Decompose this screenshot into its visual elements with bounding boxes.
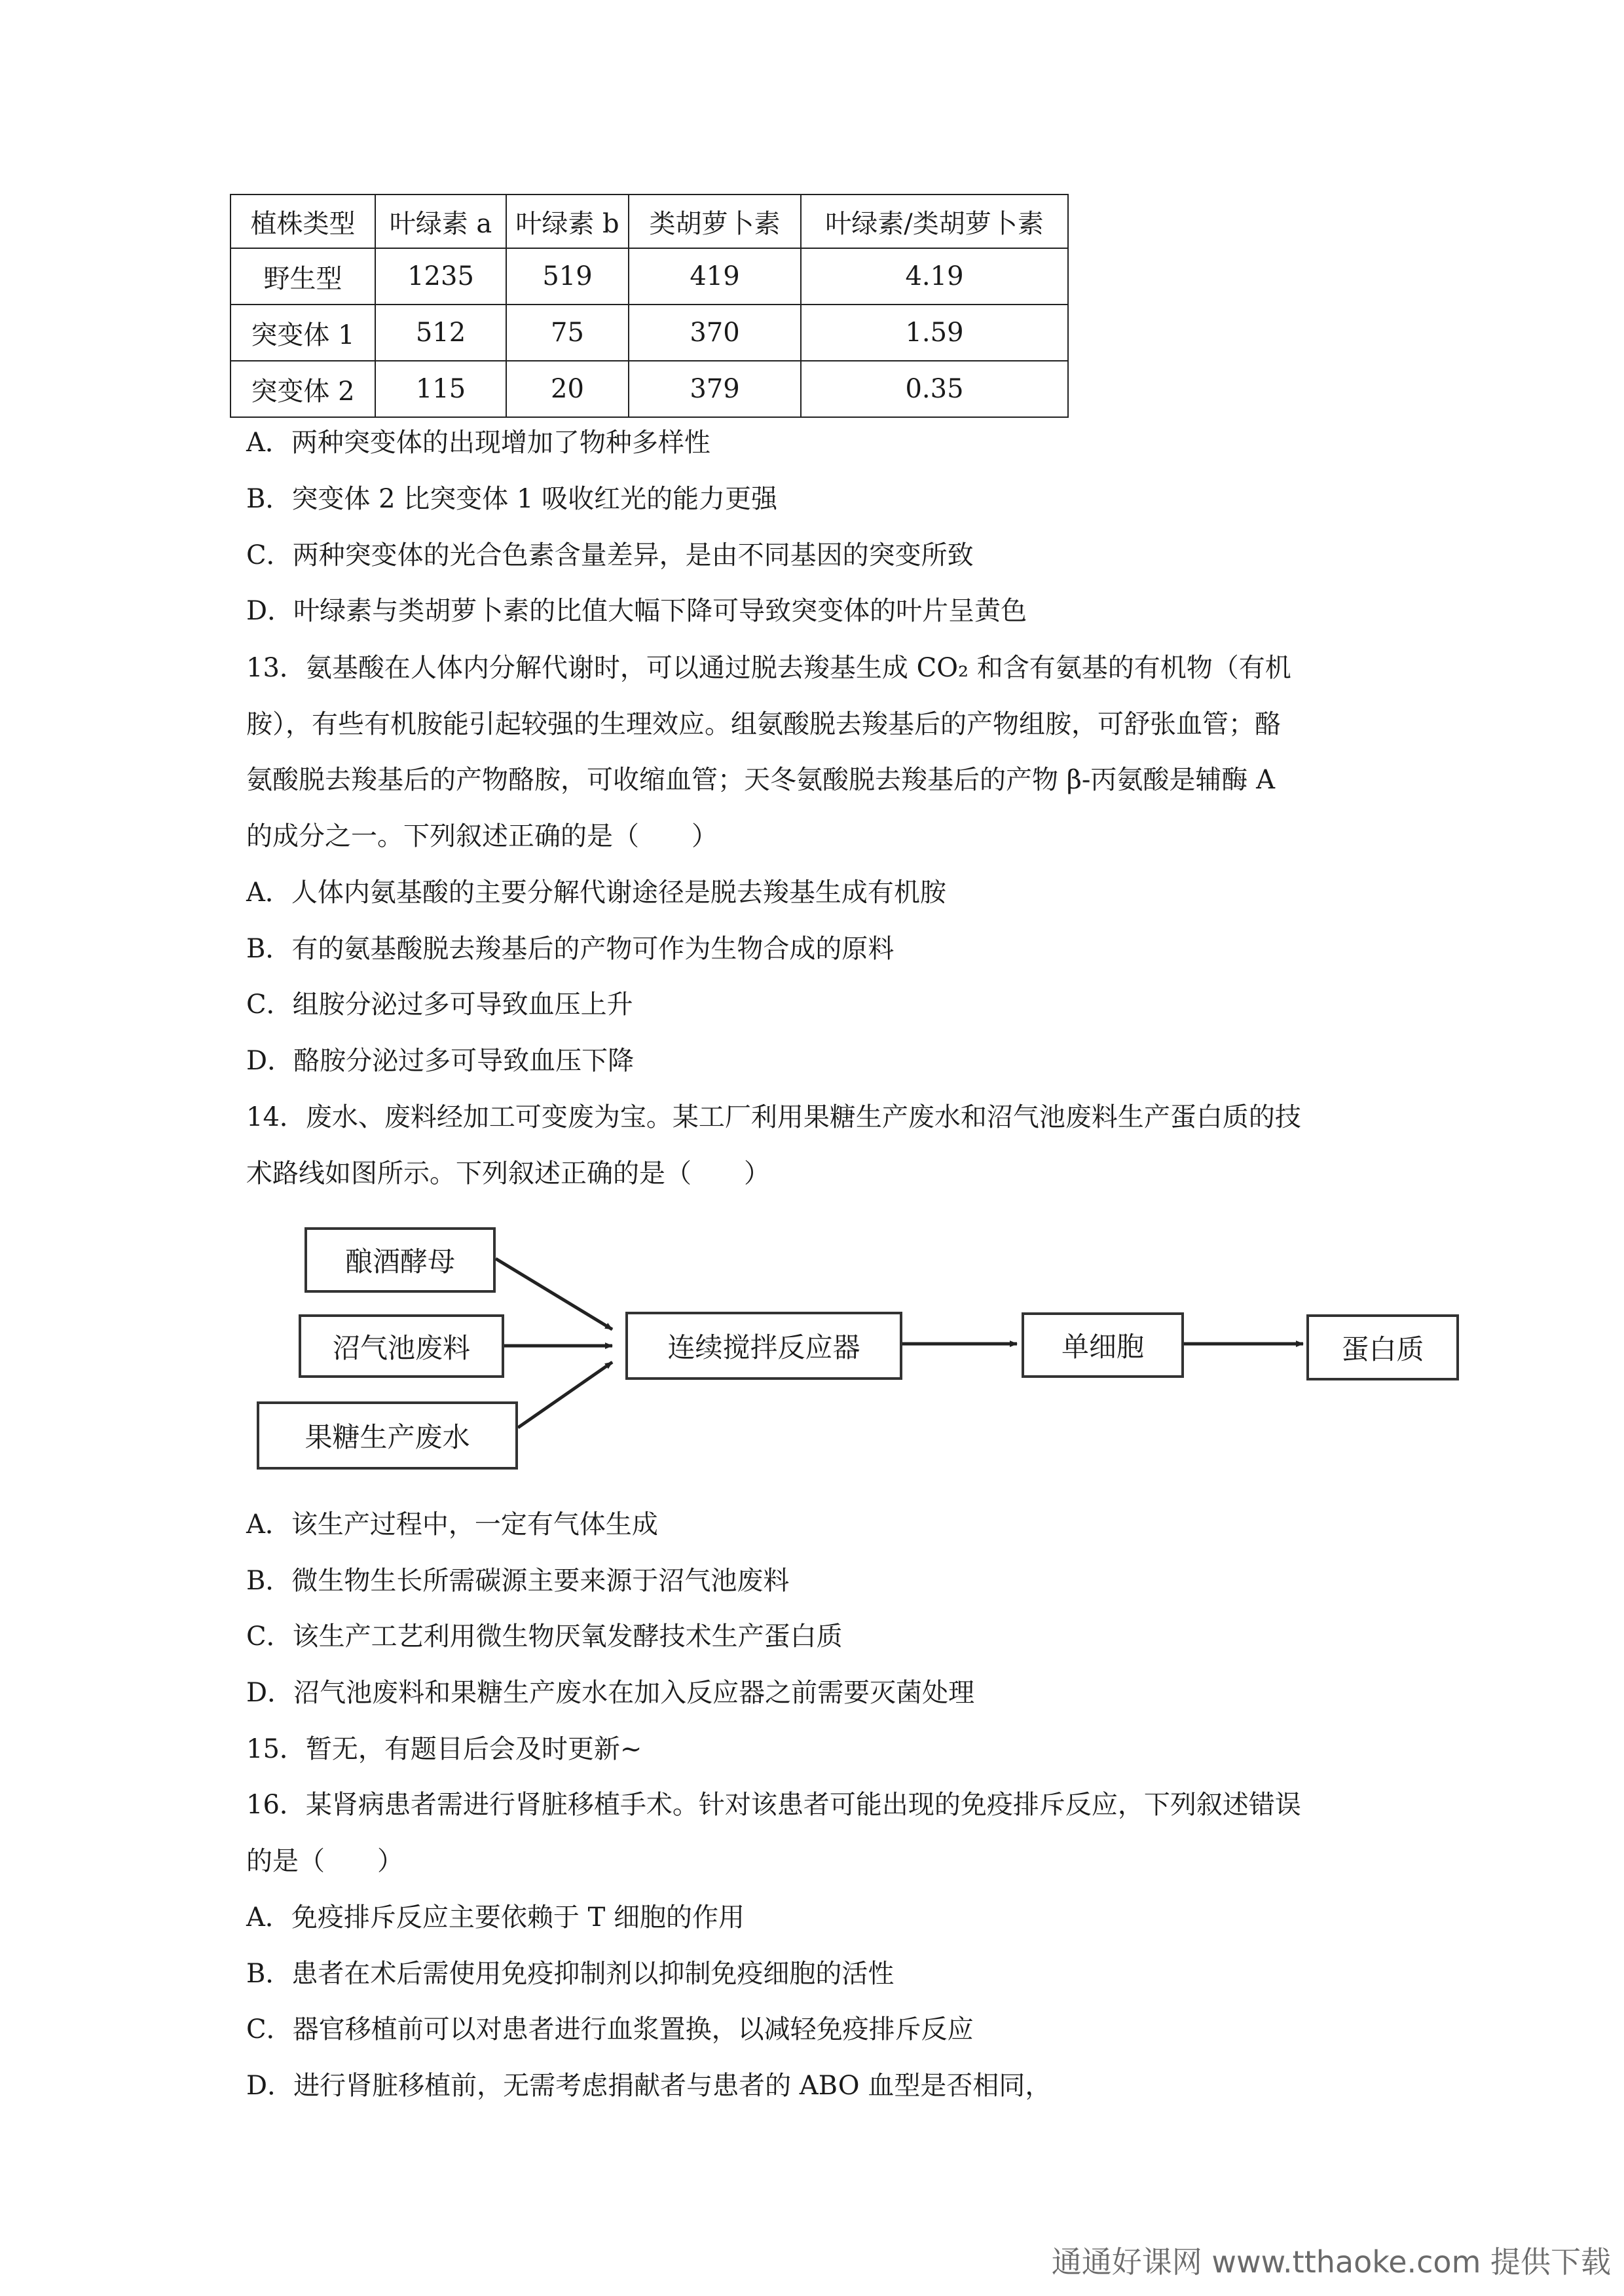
table-cell: 突变体 2 — [231, 361, 375, 417]
flow-input-fructose-wastewater: 果糖生产废水 — [257, 1401, 518, 1470]
q13-stem-line: 氨酸脱去羧基后的产物酪胺，可收缩血管；天冬氨酸脱去羧基后的产物 β-丙氨酸是辅酶 A — [246, 765, 1275, 795]
q16-option-c: C．器官移植前可以对患者进行血浆置换，以减轻免疫排斥反应 — [246, 2014, 974, 2045]
table-header-cell: 叶绿素 a — [375, 194, 506, 248]
q13-option-b: B．有的氨基酸脱去羧基后的产物可作为生物合成的原料 — [246, 934, 895, 964]
q14-stem-line: 术路线如图所示。下列叙述正确的是（ ） — [246, 1158, 770, 1189]
arrow-wastewater-to-reactor — [518, 1362, 612, 1428]
table-header-cell: 类胡萝卜素 — [629, 194, 801, 248]
table-cell: 115 — [375, 361, 506, 417]
table-cell: 370 — [629, 305, 801, 361]
flow-input-biogas-waste: 沼气池废料 — [299, 1314, 504, 1378]
q13-stem-line: 13．氨基酸在人体内分解代谢时，可以通过脱去羧基生成 CO₂ 和含有氨基的有机物（有机 — [246, 653, 1291, 683]
q16-option-d: D．进行肾脏移植前，无需考虑捐献者与患者的 ABO 血型是否相同， — [246, 2071, 1052, 2101]
q13-stem-line: 的成分之一。下列叙述正确的是（ ） — [246, 821, 718, 851]
table-cell: 1.59 — [801, 305, 1068, 361]
q16-stem-line: 16．某肾病患者需进行肾脏移植手术。针对该患者可能出现的免疫排斥反应，下列叙述错误 — [246, 1790, 1301, 1820]
q15-text: 15．暂无，有题目后会及时更新~ — [246, 1734, 642, 1764]
q14-option-a: A．该生产过程中，一定有气体生成 — [246, 1509, 658, 1540]
q12-option-b: B．突变体 2 比突变体 1 吸收红光的能力更强 — [246, 484, 778, 514]
table-cell: 75 — [506, 305, 629, 361]
flow-single-cell: 单细胞 — [1022, 1312, 1184, 1378]
table-header-cell: 叶绿素/类胡萝卜素 — [801, 194, 1068, 248]
table-cell: 1235 — [375, 248, 506, 305]
table-cell: 379 — [629, 361, 801, 417]
q12-option-c: C．两种突变体的光合色素含量差异，是由不同基因的突变所致 — [246, 540, 974, 570]
table-cell: 419 — [629, 248, 801, 305]
table-cell: 4.19 — [801, 248, 1068, 305]
table-cell: 野生型 — [231, 248, 375, 305]
q16-option-a: A．免疫排斥反应主要依赖于 T 细胞的作用 — [246, 1902, 745, 1933]
q14-option-c: C．该生产工艺利用微生物厌氧发酵技术生产蛋白质 — [246, 1621, 843, 1652]
flow-input-yeast: 酿酒酵母 — [304, 1227, 496, 1293]
table-header-cell: 叶绿素 b — [506, 194, 629, 248]
q16-stem-line: 的是（ ） — [246, 1846, 403, 1876]
q16-option-b: B．患者在术后需使用免疫抑制剂以抑制免疫细胞的活性 — [246, 1959, 895, 1989]
q14-option-d: D．沼气池废料和果糖生产废水在加入反应器之前需要灭菌处理 — [246, 1678, 975, 1708]
q13-option-a: A．人体内氨基酸的主要分解代谢途径是脱去羧基生成有机胺 — [246, 878, 946, 908]
arrow-yeast-to-reactor — [496, 1259, 612, 1329]
q13-option-d: D．酪胺分泌过多可导致血压下降 — [246, 1046, 635, 1076]
flow-reactor: 连续搅拌反应器 — [625, 1312, 902, 1380]
table-cell: 0.35 — [801, 361, 1068, 417]
q12-option-d: D．叶绿素与类胡萝卜素的比值大幅下降可导致突变体的叶片呈黄色 — [246, 596, 1027, 626]
q12-option-a: A．两种突变体的出现增加了物种多样性 — [246, 428, 710, 458]
table-header-cell: 植株类型 — [231, 194, 375, 248]
q14-stem-line: 14．废水、废料经加工可变废为宝。某工厂利用果糖生产废水和沼气池废料生产蛋白质的技 — [246, 1102, 1301, 1132]
q14-option-b: B．微生物生长所需碳源主要来源于沼气池废料 — [246, 1566, 790, 1596]
table-cell: 519 — [506, 248, 629, 305]
table-cell: 20 — [506, 361, 629, 417]
q13-stem-line: 胺），有些有机胺能引起较强的生理效应。组氨酸脱去羧基后的产物组胺，可舒张血管；酪 — [246, 709, 1281, 739]
q13-option-c: C．组胺分泌过多可导致血压上升 — [246, 990, 633, 1020]
flow-protein: 蛋白质 — [1306, 1314, 1459, 1380]
table-cell: 突变体 1 — [231, 305, 375, 361]
footer-watermark: 通通好课网 www.tthaoke.com 提供下载 — [1051, 2244, 1611, 2280]
table-cell: 512 — [375, 305, 506, 361]
